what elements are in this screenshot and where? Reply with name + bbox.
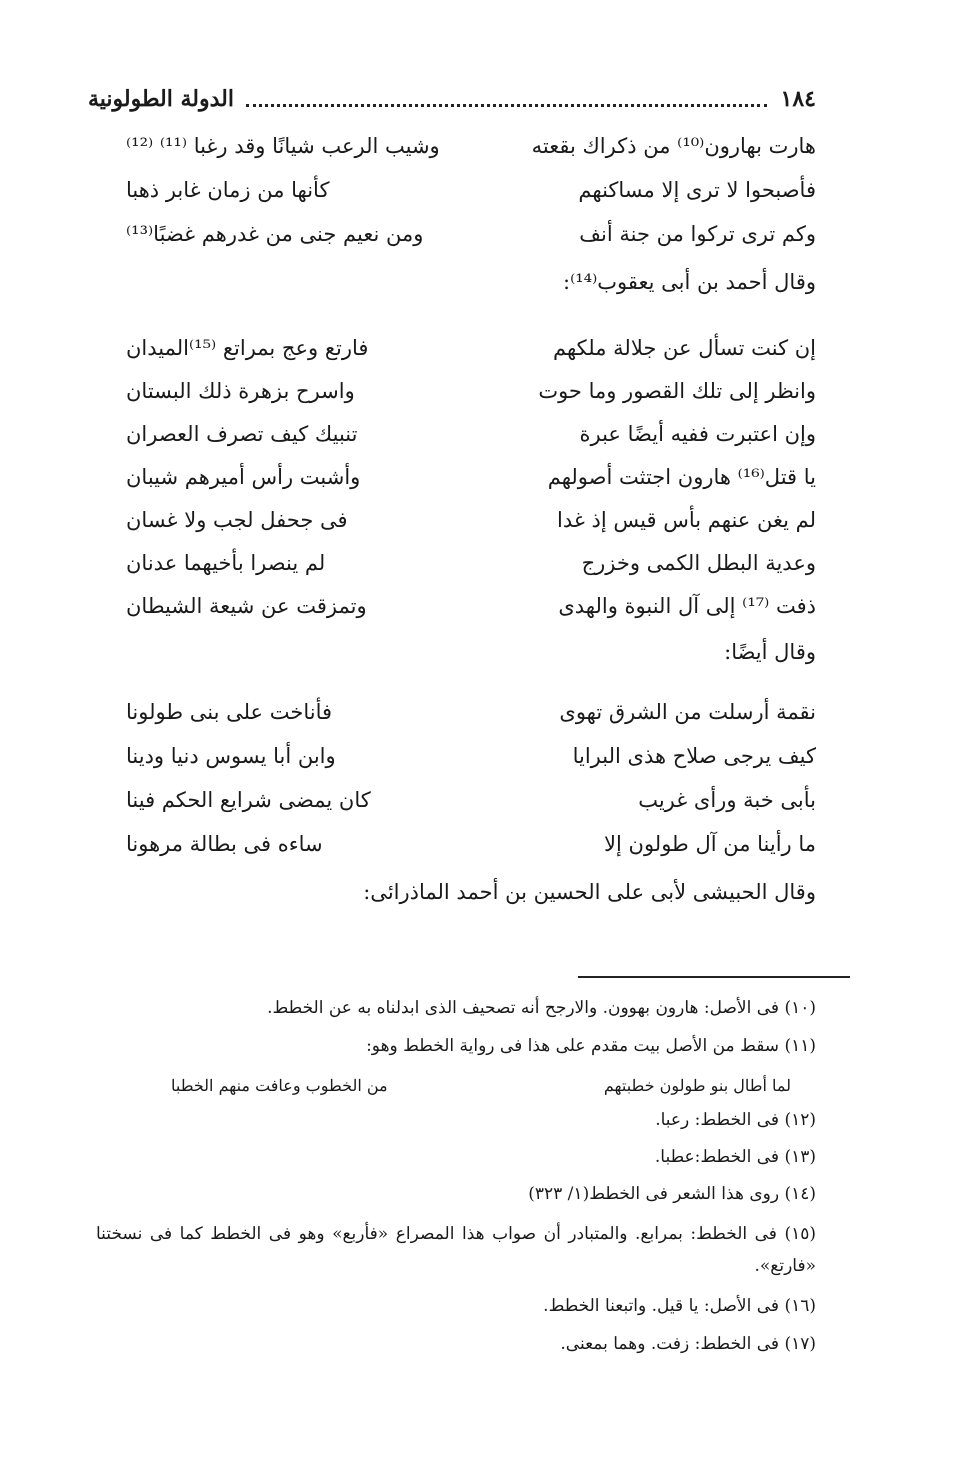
verse-first-hemistich: وإن اعتبرت ففيه أيضًا عبرة — [579, 421, 816, 446]
footnote-10: (١٠) فى الأصل: هارون بهوون. والارجح أنه تصحيف الذى ابدلناه به عن الخطط. — [267, 998, 816, 1018]
verse-line — [126, 168, 816, 212]
verse-first-hemistich: لم يغن عنهم بأس قيس إذ غدا — [557, 507, 816, 532]
verse-first-hemistich: نقمة أرسلت من الشرق تهوى — [559, 699, 816, 724]
verse-line — [126, 369, 816, 413]
poem-introduction: وقال أيضًا: — [724, 640, 816, 664]
verse-line — [126, 778, 816, 822]
verse-second-hemistich: وشيب الرعب شيانًا وقد رغبا ⁽¹¹⁾ ⁽¹²⁾ — [126, 133, 440, 158]
verse-first-hemistich: إن كنت تسأل عن جلالة ملكهم — [553, 335, 816, 360]
verse-first-hemistich: فأصبحوا لا ترى إلا مساكنهم — [578, 177, 816, 202]
verse-line — [126, 326, 816, 370]
header-dot-leader — [246, 104, 767, 107]
verse-second-hemistich: وأشبت رأس أميرهم شيبان — [126, 464, 361, 489]
verse-line — [126, 455, 816, 499]
footnote-11: (١١) سقط من الأصل بيت مقدم على هذا فى رواية الخطط وهو: — [366, 1036, 816, 1056]
verse-second-hemistich: ساءه فى بطالة مرهونا — [126, 831, 323, 856]
verse-second-hemistich: وابن أبا يسوس دنيا ودينا — [126, 743, 336, 768]
verse-line — [126, 124, 816, 168]
verse-first-hemistich: هارت بهارون⁽¹⁰⁾ من ذكراك بقعته — [531, 133, 816, 158]
footnote-13: (١٣) فى الخطط:عطبا. — [654, 1147, 816, 1167]
verse-second-hemistich: ومن نعيم جنى من غدرهم غضبًا⁽¹³⁾ — [126, 221, 424, 246]
verse-line — [126, 822, 816, 866]
verse-second-hemistich: فارتع وعج بمراتع ⁽¹⁵⁾الميدان — [126, 335, 369, 360]
verse-first-hemistich: يا قتل⁽¹⁶⁾ هارون اجتثت أصولهم — [547, 464, 816, 489]
footnote-14: (١٤) روى هذا الشعر فى الخطط(١/ ٣٢٣) — [528, 1184, 816, 1204]
verse-first-hemistich: بأبى خبة ورأى غريب — [638, 787, 816, 812]
verse-second-hemistich: كأنها من زمان غابر ذهبا — [126, 177, 330, 202]
poem-introduction: وقال أحمد بن أبى يعقوب⁽¹⁴⁾: — [563, 270, 816, 294]
verse-line — [126, 690, 816, 734]
footnote-17: (١٧) فى الخطط: زفت. وهما بمعنى. — [560, 1334, 816, 1354]
footnote-16: (١٦) فى الأصل: يا قيل. واتبعنا الخطط. — [543, 1296, 816, 1316]
verse-second-hemistich: وتمزقت عن شيعة الشيطان — [126, 593, 367, 618]
verse-first-hemistich: ما رأينا من آل طولون إلا — [604, 831, 816, 856]
page-number: ١٨٤ — [780, 86, 816, 112]
verse-line — [126, 734, 816, 778]
footnote-separator — [578, 976, 850, 978]
verse-line — [126, 212, 816, 256]
running-title: الدولة الطولونية — [88, 86, 234, 112]
verse-first-hemistich: كيف يرجى صلاح هذى البرايا — [572, 743, 816, 768]
footnote-verse-second-hemistich: من الخطوب وعافت منهم الخطبا — [171, 1076, 388, 1095]
verse-line — [126, 412, 816, 456]
verse-second-hemistich: فأناخت على بنى طولونا — [126, 699, 333, 724]
verse-second-hemistich: كان يمضى شرايع الحكم فينا — [126, 787, 371, 812]
footnote-15: (١٥) فى الخطط: بمرابع. والمتبادر أن صواب هذا المصراع «فأربع» وهو فى الخطط كما فى نسختنا «فارتع». — [96, 1224, 816, 1276]
verse-line — [126, 498, 816, 542]
footnote-12: (١٢) فى الخطط: رعبا. — [655, 1110, 816, 1130]
verse-line — [126, 584, 816, 628]
page-header — [88, 82, 816, 116]
verse-first-hemistich: وعدية البطل الكمى وخزرج — [581, 550, 816, 575]
verse-first-hemistich: وانظر إلى تلك القصور وما حوت — [538, 378, 816, 403]
verse-second-hemistich: لم ينصرا بأخيهما عدنان — [126, 550, 326, 575]
footnote-verse-first-hemistich: لما أطال بنو طولون خطبتهم — [603, 1076, 791, 1095]
verse-first-hemistich: ذفت ⁽¹⁷⁾ إلى آل النبوة والهدى — [558, 593, 816, 618]
poem-introduction: وقال الحبيشى لأبى على الحسين بن أحمد الماذرائى: — [363, 880, 816, 904]
verse-second-hemistich: واسرح بزهرة ذلك البستان — [126, 378, 355, 403]
footnote-11-verse — [171, 1076, 791, 1095]
verse-first-hemistich: وكم ترى تركوا من جنة أنف — [579, 221, 816, 246]
verse-second-hemistich: فى جحفل لجب ولا غسان — [126, 507, 348, 532]
verse-second-hemistich: تنبيك كيف تصرف العصران — [126, 421, 358, 446]
verse-line — [126, 541, 816, 585]
